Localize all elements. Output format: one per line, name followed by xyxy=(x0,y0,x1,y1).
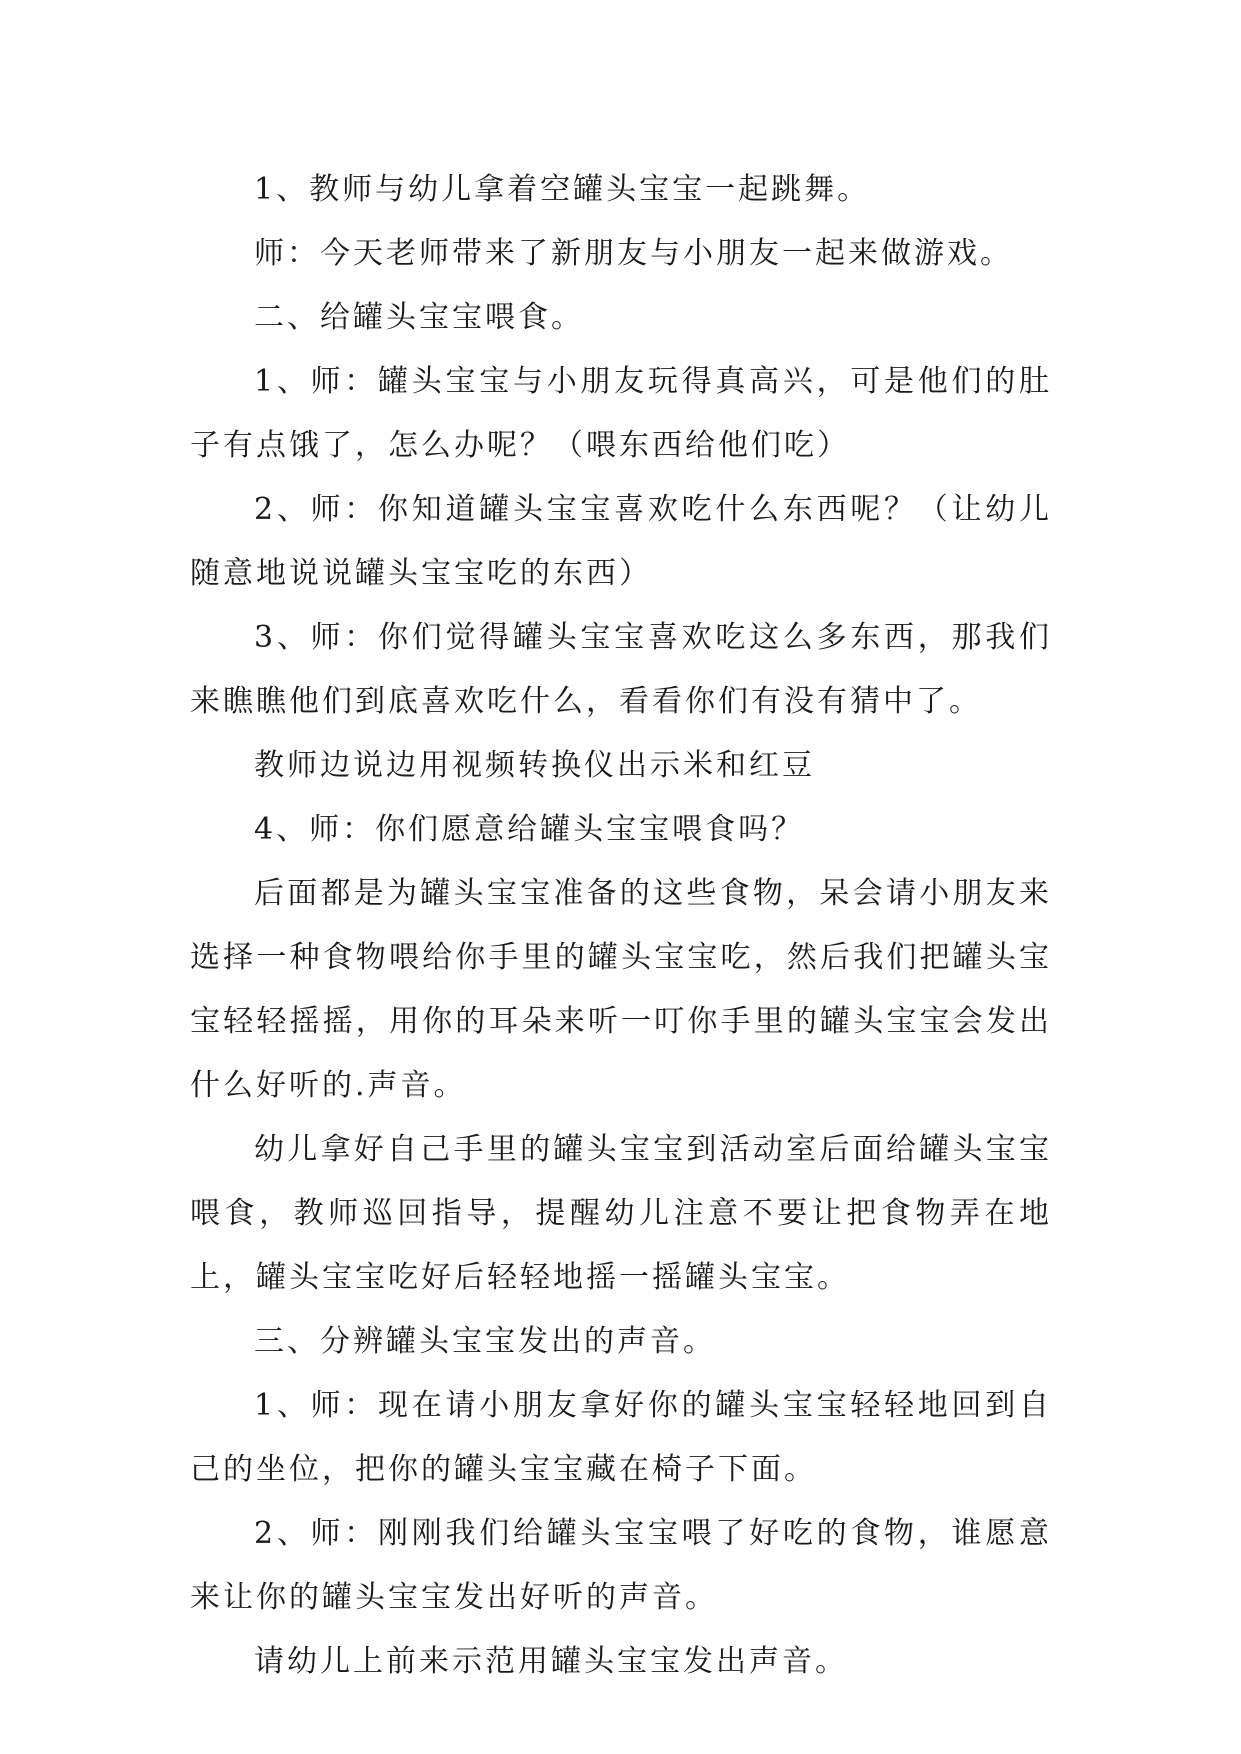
paragraph: 2、师：刚刚我们给罐头宝宝喂了好吃的食物，谁愿意来让你的罐头宝宝发出好听的声音。 xyxy=(190,1516,1052,1615)
section-heading: 二、给罐头宝宝喂食。 xyxy=(254,300,584,335)
paragraph: 教师边说边用视频转换仪出示米和红豆 xyxy=(254,748,815,783)
paragraph: 1、师：罐头宝宝与小朋友玩得真高兴，可是他们的肚子有点饿了，怎么办呢？（喂东西给他们吃） xyxy=(190,364,1052,463)
paragraph: 3、师：你们觉得罐头宝宝喜欢吃这么多东西，那我们来瞧瞧他们到底喜欢吃什么，看看你们有没有猜中了。 xyxy=(190,620,1052,719)
paragraph: 1、师：现在请小朋友拿好你的罐头宝宝轻轻地回到自己的坐位，把你的罐头宝宝藏在椅子下面。 xyxy=(190,1388,1052,1487)
paragraph: 1、教师与幼儿拿着空罐头宝宝一起跳舞。 xyxy=(254,172,871,207)
paragraph: 4、师：你们愿意给罐头宝宝喂食吗？ xyxy=(254,812,805,847)
paragraph: 幼儿拿好自己手里的罐头宝宝到活动室后面给罐头宝宝喂食，教师巡回指导，提醒幼儿注意不要让把食物弄在地上，罐头宝宝吃好后轻轻地摇一摇罐头宝宝。 xyxy=(190,1132,1052,1295)
paragraph: 后面都是为罐头宝宝准备的这些食物，呆会请小朋友来选择一种食物喂给你手里的罐头宝宝吃，然后我们把罐头宝宝轻轻摇摇，用你的耳朵来听一叮你手里的罐头宝宝会发出什么好听的.声音。 xyxy=(190,876,1052,1103)
paragraph: 2、师：你知道罐头宝宝喜欢吃什么东西呢？（让幼儿随意地说说罐头宝宝吃的东西） xyxy=(190,492,1052,591)
section-heading: 三、分辨罐头宝宝发出的声音。 xyxy=(254,1324,716,1359)
document-body xyxy=(190,158,1052,1694)
paragraph: 请幼儿上前来示范用罐头宝宝发出声音。 xyxy=(254,1644,848,1679)
paragraph: 师：今天老师带来了新朋友与小朋友一起来做游戏。 xyxy=(254,236,1013,271)
